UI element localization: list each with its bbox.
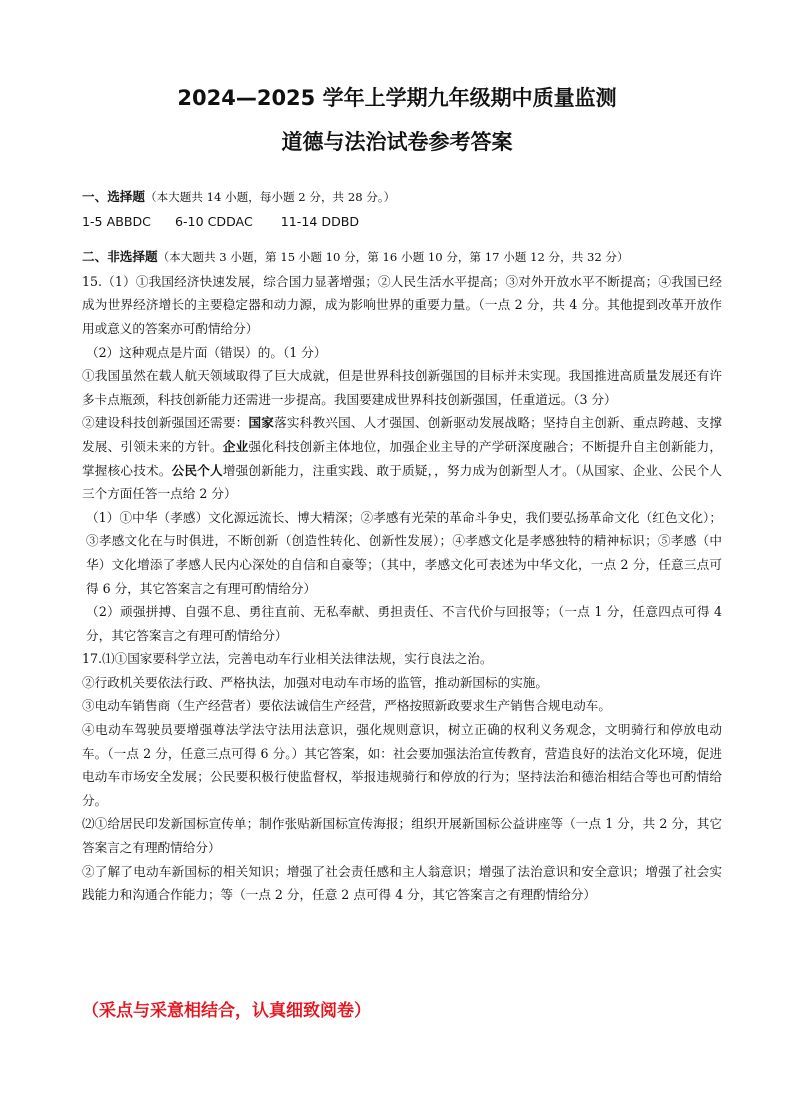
section2-note: （本大题共 3 小题，第 15 小题 10 分，第 16 小题 10 分，第 17 小题 12 分，共 32 分） — [157, 250, 629, 265]
q15-keyword-citizen: 公民个人 — [171, 462, 223, 478]
q16-part2: （2）顽强拼搏、自强不息、勇往直前、无私奉献、勇担责任、不言代价与回报等；（一点 1 分，任意四点可得 4 分，其它答案言之有理可酌情给分） — [86, 604, 722, 643]
q15-part2-point2 — [82, 411, 722, 505]
q16-part1: （1）①中华（孝感）文化源远流长、博大精深；②孝感有光荣的革命斗争史，我们要弘扬革命文化（红色文化）；③孝感文化在与时俱进，不断创新（创造性转化、创新性发展）；④孝感文化是孝感独特的精神标识；⑤孝感（中华）文化增添了孝感人民内心深处的自信和自豪等；（其中，孝感文化可表述为中华文化，一点 2 分，任意三点可得 6 分，其它答案言之有理可酌情给分） — [86, 509, 722, 596]
q17-part1-point1: 17.⑴①国家要科学立法，完善电动车行业相关法律法规，实行良法之治。 — [82, 651, 493, 667]
section1-header — [82, 185, 722, 210]
q15-keyword-enterprise: 企业 — [222, 438, 249, 454]
q17-part1-point2: ②行政机关要依法行政、严格执法，加强对电动车市场的监管，推动新国标的实施。 — [82, 674, 548, 690]
q15-part2-point1: ①我国虽然在载人航天领域取得了巨大成就，但是世界科技创新强国的目标并未实现。我国推进高质量发展还有许多卡点瓶颈，科技创新能力还需进一步提高。我国要建成世界科技创新强国，任重道远。（3 分） — [82, 368, 722, 407]
section1-note: （本大题共 14 小题，每小题 2 分，共 28 分。） — [144, 190, 396, 204]
q17-part1-point4: ④电动车驾驶员要增强尊法学法守法用法意识，强化规则意识，树立正确的权利义务观念，文明骑行和停放电动车。（一点 2 分，任意三点可得 6 分。）其它答案，如：社会要加强法治宣传教育，营造良好的法治文化环境，促进电动车市场安全发展；公民要积极行使监督权，举报违规骑行和停放的行为；坚持法治和德治相结合等也可酌情给分。 — [82, 722, 722, 808]
grading-note: （采点与采意相结合，认真细致阅卷） — [82, 1001, 371, 1021]
q17-part2-point2: ②了解了电动车新国标的相关知识；增强了社会责任感和主人翁意识；增强了法治意识和安全意识；增强了社会实践能力和沟通合作能力；等（一点 2 分，任意 2 点可得 4 分，其它答案言之有理酌情给分） — [82, 863, 722, 903]
q15-part1: 15.（1）①我国经济快速发展，综合国力显著增强；②人民生活水平提高；③对外开放水平不断提高；④我国已经成为世界经济增长的主要稳定器和动力源，成为影响世界的重要力量。（一点 2 分，共 4 分。其他提到改革开放作用或意义的答案亦可酌情给分） — [82, 273, 722, 336]
answer-body — [82, 185, 722, 907]
mc-answer-group-1: 1-5 ABBDC — [82, 213, 151, 229]
q15-keyword-country: 国家 — [248, 415, 275, 431]
q15-part2: （2）这种观点是片面（错误）的。（1 分） — [86, 344, 327, 360]
q15-enterprise-text: 强化科技创新主体地位，加强企业主导的产学研深度融合；不断提升自主创新能力，掌握核心技术。 — [82, 438, 723, 478]
page-subtitle: 道德与法治试卷参考答案 — [281, 130, 513, 154]
section1-heading: 一、选择题 — [82, 189, 145, 204]
q15-citizen-text: 增强创新能力，注重实践、敢于质疑，，努力成为创新型人才。（从国家、企业、公民个人三个方面任答一点给 2 分） — [82, 462, 723, 502]
q15-point2-lead: ②建设科技创新强国还需要： — [82, 415, 249, 431]
page-title: 2024—2025 学年上学期九年级期中质量监测 — [177, 86, 617, 110]
mc-answer-group-3: 11-14 DDBD — [280, 213, 360, 229]
section2-header — [82, 245, 722, 270]
section2-heading: 二、非选择题 — [82, 249, 158, 265]
mc-answer-group-2: 6-10 CDDAC — [175, 213, 253, 229]
mc-answers — [82, 210, 722, 234]
q17-part2-point1: ⑵①给居民印发新国标宣传单；制作张贴新国标宣传海报；组织开展新国标公益讲座等（一点 1 分，共 2 分，其它答案言之有理酌情给分） — [82, 816, 722, 856]
q17-part1-point3: ③电动车销售商（生产经营者）要依法诚信生产经营，严格按照新政要求生产销售合规电动车。 — [82, 698, 611, 714]
q15-country-text: 落实科教兴国、人才强国、创新驱动发展战略；坚持自主创新、重点跨越、支撑发展、引领未来的方针。 — [82, 415, 723, 454]
